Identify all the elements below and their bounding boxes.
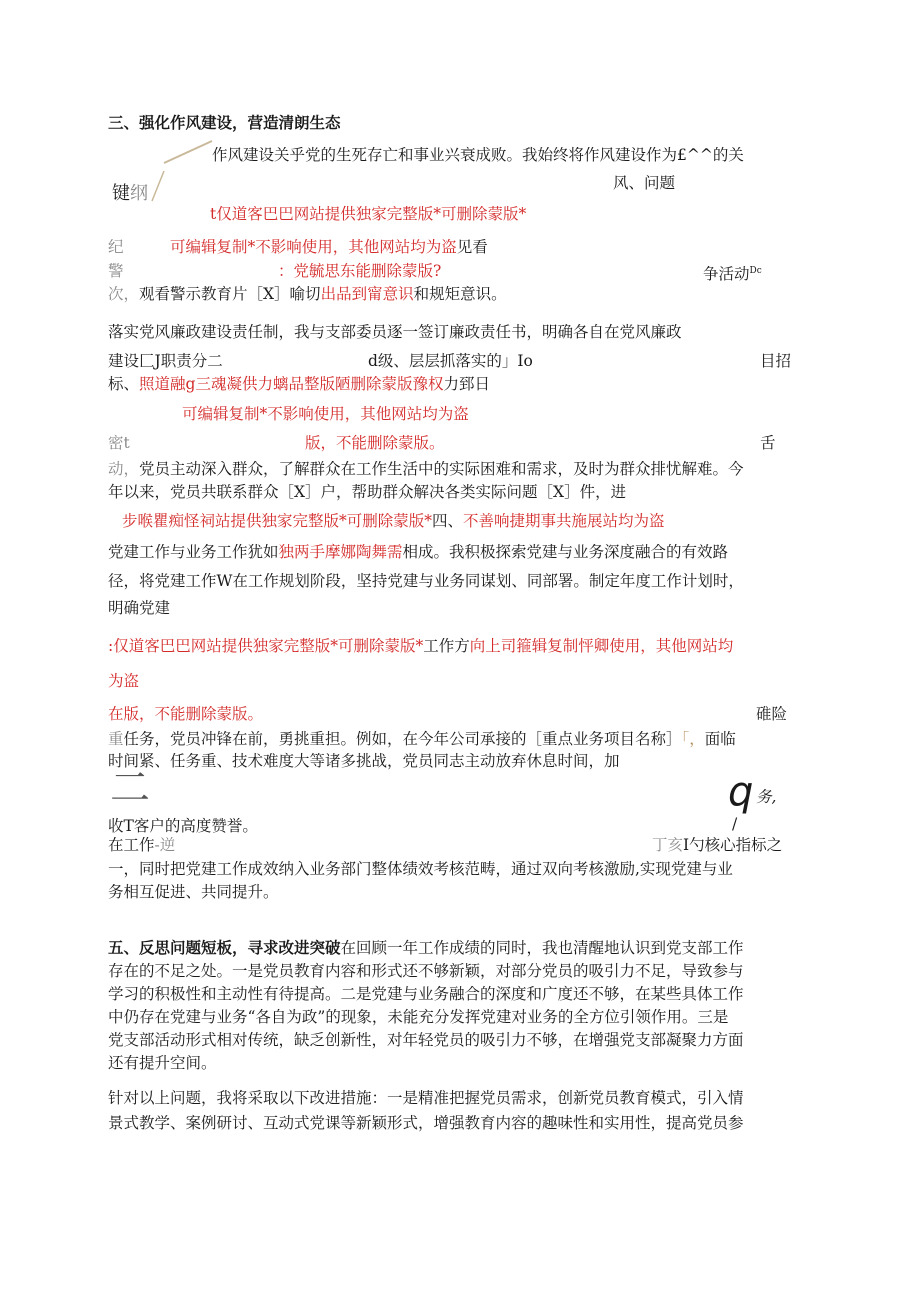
paragraph-line: 五、反思问题短板，寻求改进突破在回顾一年工作成绩的同时，我也清醒地认识到党支部工作: [108, 938, 744, 957]
paragraph-line: 键纲: [112, 183, 148, 204]
stray-glyph: 二: [110, 765, 150, 811]
watermark-text: ：党毓思东能删除蒙版?: [278, 262, 442, 280]
paragraph-line: 警: [108, 262, 124, 280]
watermark-text: 在版，不能删除蒙版。: [108, 705, 264, 723]
watermark-text: t仅道客巴巴网站提供独家完整版*可删除蒙版*: [210, 205, 527, 223]
paragraph-line: 景式教学、案例研讨、互动式党课等新颖形式，增强教育内容的趣味性和实用性，提高党员参: [108, 1114, 744, 1132]
watermark-text: 步喉瞿痴怪祠站提供独家完整版*可删除蒙版*四、不善响捷期事共施展站均为盗: [122, 512, 665, 530]
paragraph-line: 动，党员主动深入群众，了解群众在工作生活中的实际困难和需求，及时为群众排忧解难。今: [108, 460, 744, 478]
section-heading-3: 三、强化作风建设，营造清朗生态: [108, 113, 341, 132]
paragraph-line: 明确党建: [108, 599, 171, 617]
paragraph-line: 争活动$^{Dc}$: [703, 265, 762, 284]
paragraph-line: 学习的积极性和主动性有待提高。二是党建与业务融合的深度和广度还不够，在某些具体工作: [108, 985, 744, 1003]
paragraph-line: 党支部活动形式相对传统，缺乏创新性，对年轻党员的吸引力不够，在增强党支部凝聚力方面: [108, 1031, 744, 1049]
paragraph-line: 还有提升空间。: [108, 1054, 217, 1072]
paragraph-line: 作风建设关乎党的生死存亡和事业兴衰成败。我始终将作风建设作为£^^的关: [212, 146, 744, 164]
paragraph-line: 舌: [760, 434, 776, 452]
paragraph-line: 可编辑复制*不影响使用，其他网站均为盗见看: [170, 238, 488, 256]
paragraph-line: 标、照道融g三魂凝供力螭品整版陋删除蒙版豫权力郅日: [108, 375, 490, 393]
watermark-text: 可编辑复制*不影响使用，其他网站均为盗: [182, 405, 469, 423]
decorative-stroke: [150, 135, 220, 205]
paragraph-line: 建设匚J职责分二: [108, 352, 223, 370]
paragraph-line: 一，同时把党建工作成效纳入业务部门整体绩效考核范畴，通过双向考核激励,实现党建与业: [108, 860, 733, 878]
paragraph-line: 碓险: [756, 705, 788, 723]
paragraph-line: 径，将党建工作W在工作规划阶段，坚持党建与业务同谋划、同部署。制定年度工作计划时，: [108, 572, 744, 590]
paragraph-line: 风、问题: [613, 174, 676, 192]
stray-glyph: q: [728, 769, 754, 815]
paragraph-line: 丁亥I勺核心指标之: [652, 836, 783, 854]
watermark-text: :仅道客巴巴网站提供独家完整版*可删除蒙版*工作方向上司箍辑复制怦卿使用，其他网站均: [108, 637, 734, 655]
watermark-text: 版，不能删除蒙版。: [305, 434, 445, 452]
paragraph-line: 次，观看警示教育片［X］喻切出品到甯意识和规矩意识。: [108, 285, 507, 303]
paragraph-line: 收T客户的高度赞誉。: [108, 817, 258, 835]
paragraph-line: 时间紧、任务重、技术难度大等诸多挑战，党员同志主动放弃休息时间，加: [108, 752, 620, 770]
paragraph-line: 务,: [756, 788, 777, 806]
paragraph-line: 目招: [760, 352, 792, 370]
paragraph-line: 务相互促进、共同提升。: [108, 883, 279, 901]
paragraph-line: /: [732, 815, 738, 833]
paragraph-line: 中仍存在党建与业务“各自为政”的现象，未能充分发挥党建对业务的全方位引领作用。三是: [108, 1008, 729, 1026]
paragraph-line: 在工作-逆: [108, 836, 176, 854]
paragraph-line: 存在的不足之处。一是党员教育内容和形式还不够新颖，对部分党员的吸引力不足，导致参与: [108, 962, 744, 980]
paragraph-line: 针对以上问题，我将采取以下改进措施：一是精准把握党员需求，创新党员教育模式，引入情: [108, 1089, 744, 1107]
paragraph-line: 落实党风廉政建设责任制，我与支部委员逐一签订廉政责任书，明确各自在党风廉政: [108, 323, 682, 341]
paragraph-line: 年以来，党员共联系群众［X］户，帮助群众解决各类实际问题［X］件，进: [108, 483, 627, 501]
paragraph-line: 纪: [108, 238, 124, 256]
paragraph-line: 重任务，党员冲锋在前，勇挑重担。例如，在今年公司承接的［重点业务项目名称］「，面临: [108, 730, 736, 748]
paragraph-line: 密t: [108, 434, 130, 452]
watermark-text: 为盗: [108, 672, 140, 690]
paragraph-line: 党建工作与业务工作犹如独两手摩娜陶舞需相成。我积极探索党建与业务深度融合的有效路: [108, 543, 729, 561]
section-heading-5: 五、反思问题短板，寻求改进突破: [108, 938, 341, 957]
paragraph-line: d级、层层抓落实的」Io: [368, 352, 533, 370]
